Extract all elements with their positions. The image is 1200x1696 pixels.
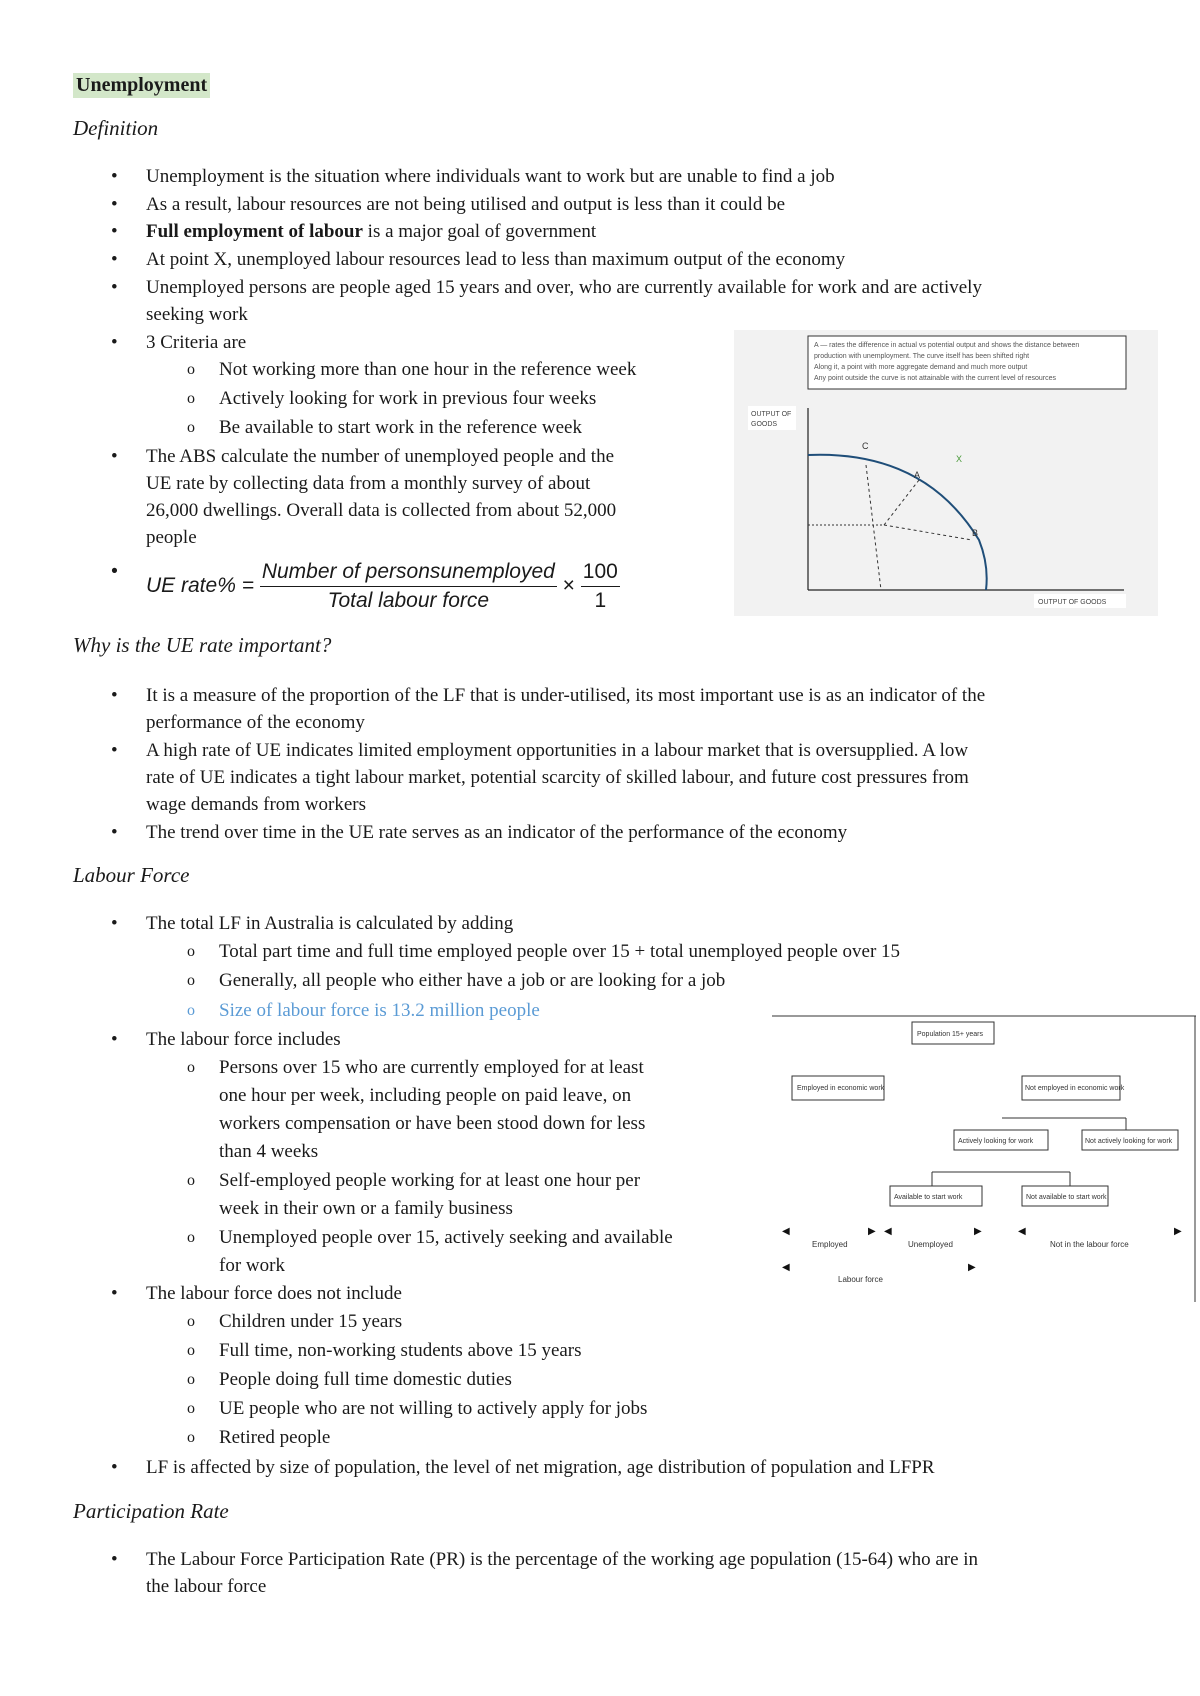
sub-list-continuation bbox=[219, 1138, 318, 1165]
list-item: • At point X, unemployed labour resources lead to less than maximum output of the economy bbox=[146, 246, 845, 273]
formula-numerator: Number of personsunemployed bbox=[260, 558, 557, 587]
formula-times: × bbox=[562, 574, 575, 598]
list-item-continuation bbox=[146, 791, 366, 818]
box-label: Not employed in economic work bbox=[1025, 1085, 1125, 1092]
list-item-continuation bbox=[146, 470, 590, 497]
arrow-right-icon: ▶ bbox=[1174, 1226, 1182, 1237]
sub-list-item: o Not working more than one hour in the reference week bbox=[219, 356, 636, 383]
figure-caption-line: Along it, a point with more aggregate demand and much more output bbox=[814, 364, 1028, 371]
labour-force-heading: Labour Force bbox=[73, 863, 190, 887]
sub-list-item: o Persons over 15 who are currently employed for at least bbox=[219, 1054, 644, 1081]
box-label: Available to start work bbox=[894, 1194, 963, 1201]
sub-list-item: o UE people who are not willing to actively apply for jobs bbox=[219, 1395, 647, 1422]
x-axis-label: OUTPUT OF GOODS bbox=[1038, 599, 1107, 606]
definition-heading: Definition bbox=[73, 116, 159, 140]
formula-lhs: UE rate% = bbox=[146, 574, 254, 598]
list-item: • It is a measure of the proportion of the LF that is under-utilised, its most important use is as an indicator of the bbox=[146, 682, 985, 709]
arrow-left-icon: ◀ bbox=[884, 1226, 892, 1237]
sub-list-item: o Be available to start work in the reference week bbox=[219, 414, 582, 441]
point-label: A bbox=[914, 470, 921, 480]
figure-caption-line: Any point outside the curve is not attainable with the current level of resources bbox=[814, 375, 1057, 382]
continuation-text: performance of the economy bbox=[146, 712, 365, 733]
continuation-text: UE rate by collecting data from a monthly survey of about bbox=[146, 473, 591, 494]
participation-heading: Participation Rate bbox=[73, 1499, 229, 1523]
list-item: • Unemployment is the situation where individuals want to work but are unable to find a job bbox=[146, 163, 835, 190]
bold-term: Full employment of labour bbox=[146, 221, 363, 242]
labour-force-diagram bbox=[772, 1014, 1196, 1304]
list-item: • The labour force includes bbox=[146, 1026, 341, 1053]
sub-list-item: o Total part time and full time employed people over 15 + total unemployed people over 15 bbox=[219, 938, 900, 965]
continuation-text: for work bbox=[219, 1255, 285, 1276]
arrow-right-icon: ▶ bbox=[868, 1226, 876, 1237]
box-label: Population 15+ years bbox=[917, 1031, 983, 1038]
sub-list-item: o Size of labour force is 13.2 million people bbox=[219, 997, 540, 1024]
formula-numerator-100: 100 bbox=[581, 558, 620, 587]
figure-caption-line: A — rates the difference in actual vs potential output and shows the distance between bbox=[814, 342, 1080, 349]
formula-denominator: Total labour force bbox=[327, 589, 490, 612]
list-item-text: is a major goal of government bbox=[367, 221, 597, 242]
continuation-text: people bbox=[146, 527, 197, 548]
ppf-figure bbox=[734, 330, 1158, 616]
y-axis-label: OUTPUT OF bbox=[751, 411, 792, 418]
continuation-text: workers compensation or have been stood down for less bbox=[219, 1113, 646, 1134]
list-item-continuation bbox=[146, 764, 969, 791]
sub-list-item: o Retired people bbox=[219, 1424, 330, 1451]
list-item-continuation bbox=[146, 301, 248, 328]
list-item: • The total LF in Australia is calculated by adding bbox=[146, 910, 513, 937]
list-item bbox=[146, 218, 596, 245]
list-item-continuation bbox=[146, 1573, 266, 1600]
arrow-left-icon: ◀ bbox=[1018, 1226, 1026, 1237]
point-label: C bbox=[862, 441, 869, 451]
sub-list-item: o Self-employed people working for at least one hour per bbox=[219, 1167, 640, 1194]
list-item: • Unemployed persons are people aged 15 years and over, who are currently available for work and are actively bbox=[146, 274, 982, 301]
list-item: • LF is affected by size of population, the level of net migration, age distribution of population and LFPR bbox=[146, 1454, 935, 1481]
ue-rate-formula bbox=[146, 558, 620, 615]
point-label: X bbox=[956, 454, 963, 464]
continuation-text: wage demands from workers bbox=[146, 794, 367, 815]
list-item-continuation bbox=[146, 709, 365, 736]
employed-label: Employed bbox=[812, 1240, 848, 1249]
formula-fraction bbox=[260, 558, 557, 615]
sub-list-item: o Unemployed people over 15, actively seeking and available bbox=[219, 1224, 673, 1251]
list-item-continuation bbox=[146, 497, 616, 524]
continuation-text: the labour force bbox=[146, 1576, 267, 1597]
arrow-right-icon: ▶ bbox=[968, 1262, 976, 1273]
importance-heading: Why is the UE rate important? bbox=[73, 633, 332, 657]
continuation-text: rate of UE indicates a tight labour market, potential scarcity of skilled labour, and future cost pressures from bbox=[146, 767, 969, 788]
unemployed-label: Unemployed bbox=[908, 1240, 953, 1249]
sub-list-continuation bbox=[219, 1195, 513, 1222]
sub-list-item: o Actively looking for work in previous four weeks bbox=[219, 385, 596, 412]
list-item-continuation bbox=[146, 524, 197, 551]
box-label: Not available to start work bbox=[1026, 1194, 1107, 1201]
sub-list-item: o Children under 15 years bbox=[219, 1308, 402, 1335]
sub-list-continuation bbox=[219, 1082, 631, 1109]
list-item: • The ABS calculate the number of unemployed people and the bbox=[146, 443, 614, 470]
page-title: Unemployment bbox=[73, 73, 210, 98]
continuation-text: one hour per week, including people on paid leave, on bbox=[219, 1085, 632, 1106]
labour-force-label: Labour force bbox=[838, 1275, 883, 1284]
sub-list-continuation bbox=[219, 1110, 645, 1137]
list-item: • The Labour Force Participation Rate (PR) is the percentage of the working age population (15-64) who are in bbox=[146, 1546, 978, 1573]
sub-list-item: o Generally, all people who either have a job or are looking for a job bbox=[219, 967, 725, 994]
list-item: • The labour force does not include bbox=[146, 1280, 402, 1307]
continuation-text: week in their own or a family business bbox=[219, 1198, 513, 1219]
list-item: • The trend over time in the UE rate serves as an indicator of the performance of the economy bbox=[146, 819, 847, 846]
arrow-right-icon: ▶ bbox=[974, 1226, 982, 1237]
formula-denominator-1: 1 bbox=[594, 589, 607, 612]
continuation-text: 26,000 dwellings. Overall data is collected from about 52,000 bbox=[146, 500, 617, 521]
list-item: • As a result, labour resources are not being utilised and output is less than it could be bbox=[146, 191, 785, 218]
box-label: Actively looking for work bbox=[958, 1138, 1034, 1145]
y-axis-label: GOODS bbox=[751, 421, 778, 428]
continuation-text: than 4 weeks bbox=[219, 1141, 319, 1162]
list-item: • 3 Criteria are bbox=[146, 329, 246, 356]
arrow-left-icon: ◀ bbox=[782, 1262, 790, 1273]
continuation-text: seeking work bbox=[146, 304, 248, 325]
box-label: Employed in economic work bbox=[797, 1085, 885, 1092]
formula-fraction-100 bbox=[581, 558, 620, 615]
sub-list-continuation bbox=[219, 1252, 285, 1279]
point-label: B bbox=[972, 528, 979, 538]
figure-caption-line: production with unemployment. The curve itself has been shifted right bbox=[814, 353, 1030, 360]
list-item: • A high rate of UE indicates limited employment opportunities in a labour market that is oversupplied. A low bbox=[146, 737, 968, 764]
sub-list-item: o People doing full time domestic duties bbox=[219, 1366, 512, 1393]
not-in-lf-label: Not in the labour force bbox=[1050, 1240, 1129, 1249]
sub-list-item: o Full time, non-working students above 15 years bbox=[219, 1337, 582, 1364]
arrow-left-icon: ◀ bbox=[782, 1226, 790, 1237]
box-label: Not actively looking for work bbox=[1085, 1138, 1173, 1145]
